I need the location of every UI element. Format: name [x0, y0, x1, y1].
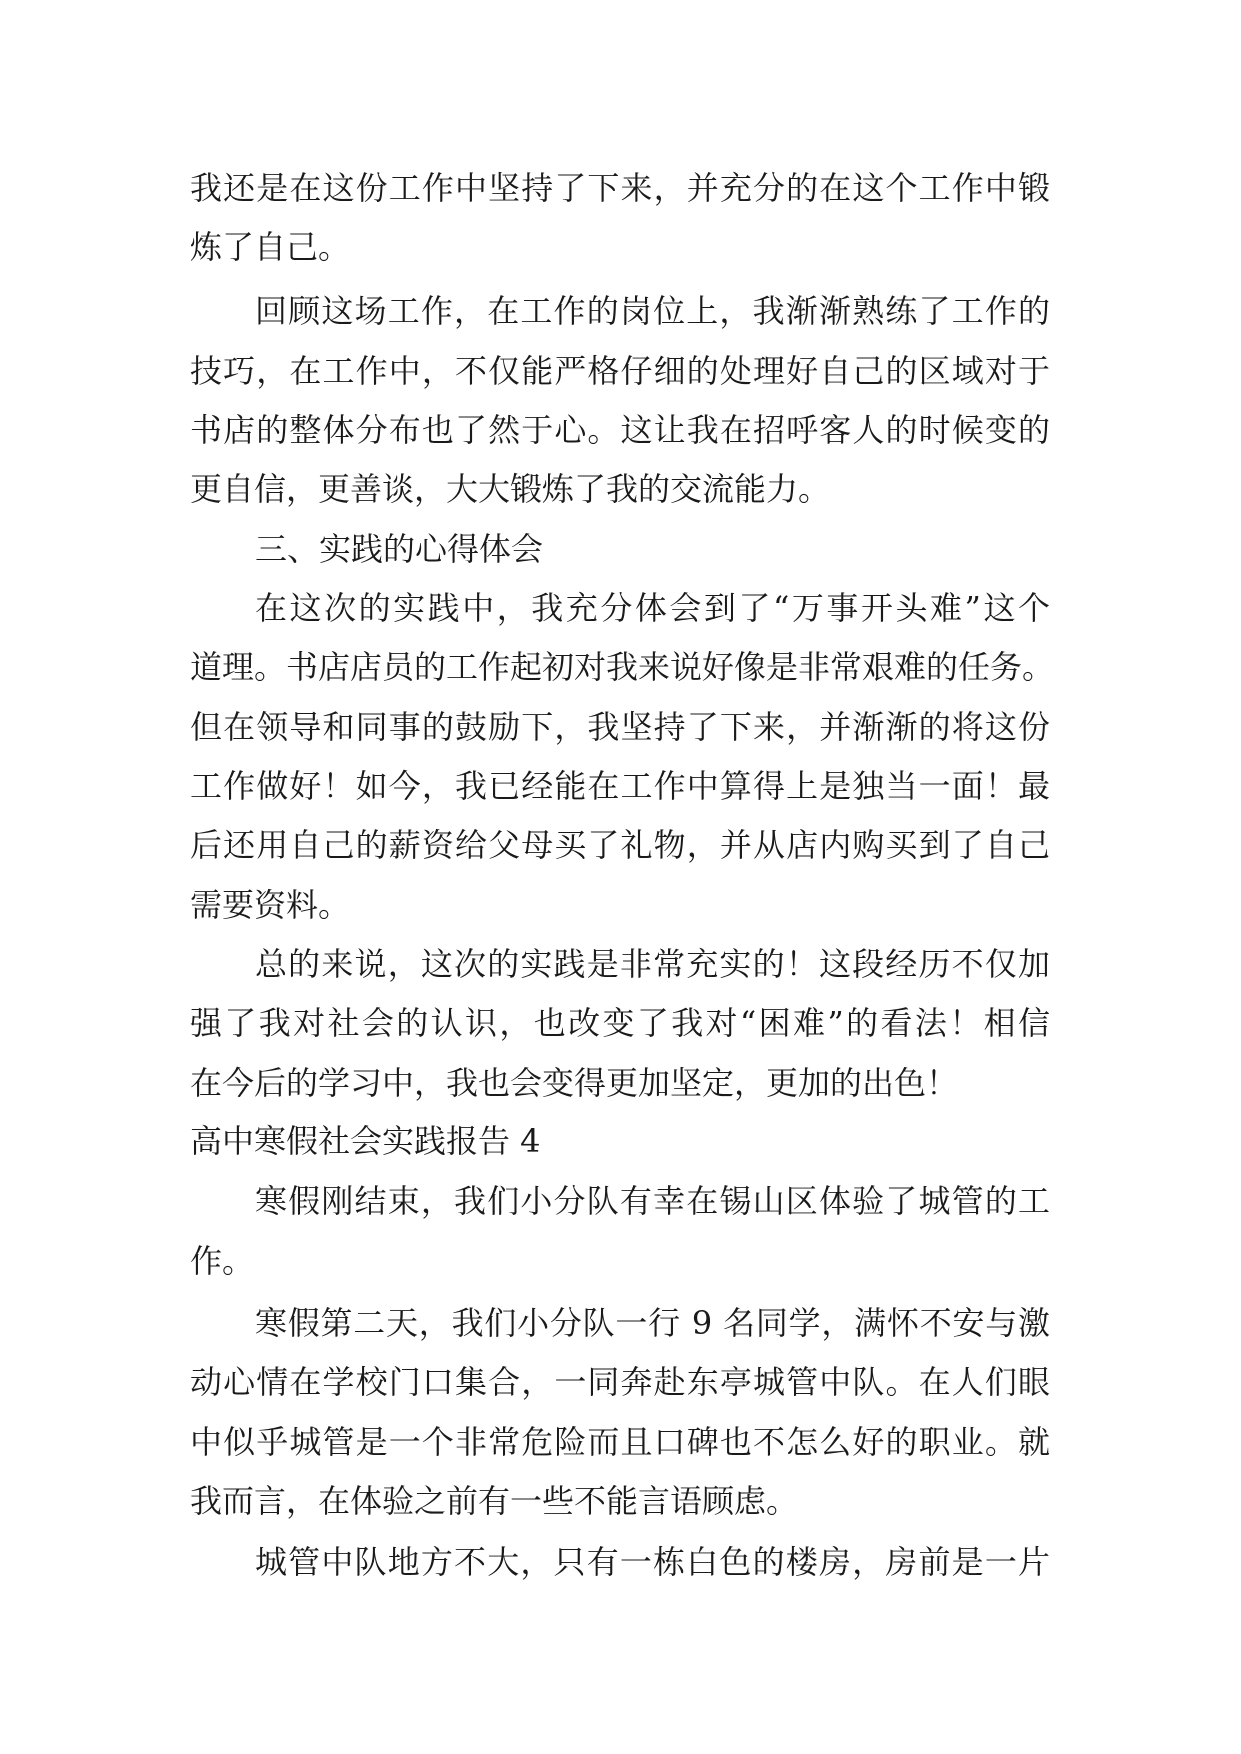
paragraph-line: 后还用自己的薪资给父母买了礼物，并从店内购买到了自己 — [190, 826, 1050, 864]
paragraph-line: 技巧，在工作中，不仅能严格仔细的处理好自己的区域对于 — [190, 352, 1050, 390]
paragraph-line: 炼了自己。 — [190, 228, 351, 266]
paragraph-line: 寒假刚结束，我们小分队有幸在锡山区体验了城管的工 — [255, 1182, 1050, 1220]
paragraph-line: 总的来说，这次的实践是非常充实的！这段经历不仅加 — [255, 945, 1050, 983]
paragraph-line: 回顾这场工作，在工作的岗位上，我渐渐熟练了工作的 — [255, 292, 1050, 330]
paragraph-line: 城管中队地方不大，只有一栋白色的楼房，房前是一片 — [255, 1543, 1050, 1581]
report-title: 高中寒假社会实践报告 4 — [190, 1122, 541, 1160]
paragraph-line: 在这次的实践中，我充分体会到了“万事开头难”这个 — [255, 589, 1050, 627]
paragraph-line: 道理。书店店员的工作起初对我来说好像是非常艰难的任务。 — [190, 648, 1055, 686]
paragraph-line: 动心情在学校门口集合，一同奔赴东亭城管中队。在人们眼 — [190, 1363, 1050, 1401]
paragraph-line: 寒假第二天，我们小分队一行 9 名同学，满怀不安与激 — [255, 1304, 1050, 1342]
paragraph-line: 更自信，更善谈，大大锻炼了我的交流能力。 — [190, 470, 831, 508]
paragraph-line: 工作做好！如今，我已经能在工作中算得上是独当一面！最 — [190, 767, 1050, 805]
paragraph-line: 需要资料。 — [190, 886, 351, 924]
paragraph-line: 我而言，在体验之前有一些不能言语顾虑。 — [190, 1482, 799, 1520]
paragraph-line: 强了我对社会的认识，也改变了我对“困难”的看法！相信 — [190, 1004, 1050, 1042]
paragraph-line: 书店的整体分布也了然于心。这让我在招呼客人的时候变的 — [190, 411, 1050, 449]
paragraph-line: 作。 — [190, 1242, 255, 1280]
paragraph-line: 中似乎城管是一个非常危险而且口碑也不怎么好的职业。就 — [190, 1423, 1050, 1461]
section-heading: 三、实践的心得体会 — [255, 530, 544, 568]
paragraph-line: 但在领导和同事的鼓励下，我坚持了下来，并渐渐的将这份 — [190, 708, 1050, 746]
paragraph-line: 在今后的学习中，我也会变得更加坚定，更加的出色！ — [190, 1064, 959, 1102]
paragraph-line: 我还是在这份工作中坚持了下来，并充分的在这个工作中锻 — [190, 169, 1050, 207]
